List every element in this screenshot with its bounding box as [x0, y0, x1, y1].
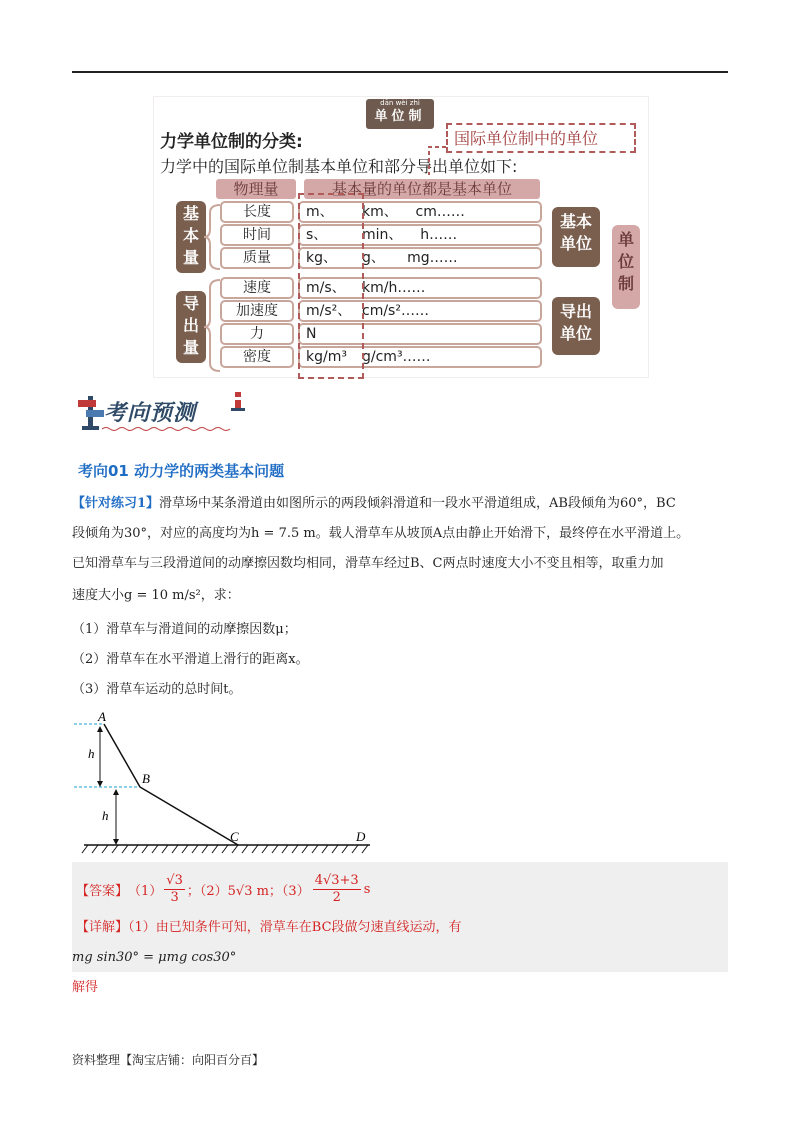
- answer-sep-1: ；（2）: [186, 883, 228, 899]
- header-rule: [72, 71, 728, 73]
- si-unit: kg、: [306, 250, 337, 266]
- label-D: D: [356, 829, 366, 844]
- si-unit: s、: [306, 227, 328, 243]
- badge-text: 单位制: [374, 109, 426, 124]
- quantity-cell: 密度: [220, 346, 294, 368]
- other-units: min、 h……: [362, 227, 458, 243]
- problem-line-2: 段倾角为30°，对应的高度均为h = 7.5 m。载人滑草车从坡顶A点由静止开始滑下，最终停在水平滑道上。: [72, 526, 690, 541]
- si-column-highlight: [298, 193, 364, 379]
- problem-text-1: 滑草场中某条滑道由如图所示的两段倾斜滑道和一段水平滑道组成，AB段倾角为60°，BC: [159, 496, 676, 511]
- unit-system-figure: [153, 96, 649, 378]
- quantity-cell: 时间: [220, 224, 294, 246]
- other-units: g/cm³……: [362, 349, 431, 365]
- quantity-cell: 质量: [220, 247, 294, 269]
- callout-text: 国际单位制中的单位: [454, 129, 599, 148]
- fraction-1-den: 3: [170, 889, 179, 905]
- lighthouse-icon: [226, 388, 250, 414]
- fraction-3-den: 2: [332, 889, 341, 905]
- fraction-3-num: 4√3+3: [314, 872, 359, 888]
- figure-subtitle: 力学中的国际单位制基本单位和部分导出单位如下:: [160, 157, 518, 176]
- banner: [76, 386, 256, 436]
- problem-tag: 【针对练习1】: [72, 496, 160, 511]
- question-3: （3）滑草车运动的总时间t。: [72, 682, 242, 697]
- answer-line: [76, 868, 370, 910]
- quantity-cell: 加速度: [220, 300, 294, 322]
- problem-line-4: 速度大小g = 10 m/s²，求：: [72, 588, 240, 603]
- answer-unit-3: s: [363, 881, 371, 897]
- badge-pinyin: dān wèi zhì: [380, 99, 420, 107]
- right-derived-label: [552, 297, 600, 355]
- quantity-cell: 力: [220, 323, 294, 345]
- label-A: A: [98, 709, 106, 724]
- si-unit: m、: [306, 204, 334, 220]
- other-units: cm/s²……: [362, 303, 429, 319]
- wavy-underline: [102, 426, 232, 432]
- si-unit: kg/m³: [306, 349, 347, 365]
- quantity-cell: 速度: [220, 277, 294, 299]
- question-2: （2）滑草车在水平滑道上滑行的距离x。: [72, 652, 309, 667]
- label-h2: h: [102, 808, 109, 823]
- group-derived-text: 导出量: [183, 294, 200, 357]
- other-units: km、 cm……: [362, 204, 465, 220]
- fraction-1-num: √3: [166, 872, 183, 888]
- fraction-1: [164, 873, 185, 906]
- si-unit: m/s²、: [306, 303, 352, 319]
- footer-text: 资料整理【淘宝店铺：向阳百分百】: [72, 1053, 265, 1067]
- detail-tag: 【详解】: [76, 920, 129, 935]
- label-h1: h: [88, 746, 95, 761]
- answer-part-1: （1）: [128, 883, 163, 899]
- si-unit: m/s、: [306, 280, 346, 296]
- fraction-3: [313, 873, 361, 906]
- problem-line-1: [72, 494, 676, 514]
- banner-title: 考向预测: [104, 401, 197, 426]
- equation-line: mg sin30° = μmg cos30°: [72, 950, 237, 965]
- detail-line: [76, 918, 462, 938]
- other-units: g、 mg……: [362, 250, 458, 266]
- right-system-text: 单位制: [618, 230, 635, 293]
- solve-label: 解得: [72, 980, 99, 995]
- header-quantity: 物理量: [216, 179, 296, 199]
- si-unit: N: [306, 326, 317, 342]
- right-base-label: [552, 207, 600, 267]
- answer-tag: 【答案】: [76, 883, 129, 899]
- detail-text: （1）由已知条件可知，滑草车在BC段做匀速直线运动，有: [128, 920, 462, 935]
- label-B: B: [142, 771, 150, 786]
- header-units: 基本量的单位都是基本单位: [304, 179, 540, 199]
- answer-part-2: 5√3 m；（3）: [227, 883, 310, 899]
- quantity-cell: 长度: [220, 201, 294, 223]
- label-C: C: [230, 829, 239, 844]
- other-units: km/h……: [362, 280, 426, 296]
- right-derived-text: 导出单位: [559, 302, 592, 343]
- group-base-text: 基本量: [183, 204, 200, 267]
- right-system-label: [612, 225, 640, 309]
- figure-title: 力学单位制的分类:: [160, 132, 303, 152]
- right-base-text: 基本单位: [559, 212, 592, 253]
- slope-diagram: [70, 708, 390, 858]
- problem-line-3: 已知滑草车与三段滑道间的动摩擦因数均相同，滑草车经过B、C两点时速度大小不变且相等，取重力加: [72, 556, 664, 571]
- question-1: （1）滑草车与滑道间的动摩擦因数μ；: [72, 622, 297, 637]
- section-title: 考向01 动力学的两类基本问题: [78, 462, 285, 480]
